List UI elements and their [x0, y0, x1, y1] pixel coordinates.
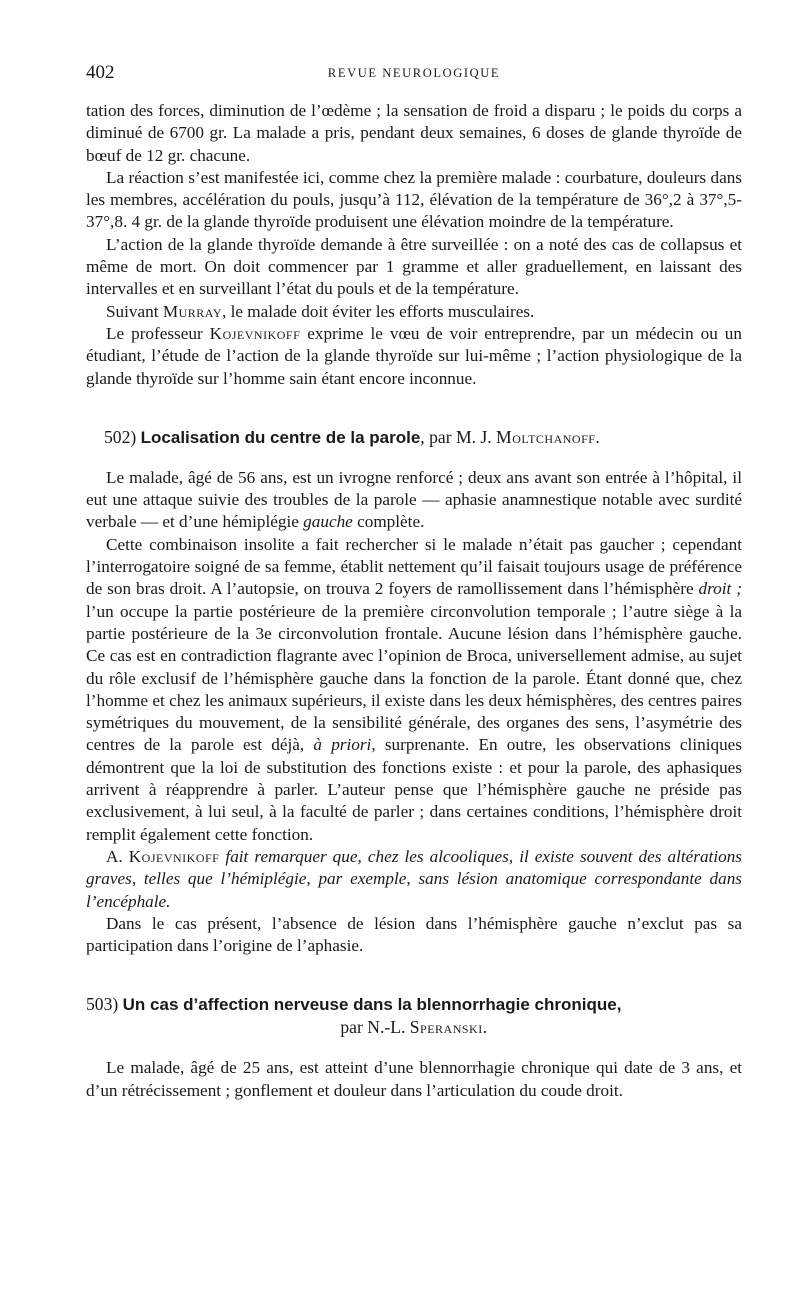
italic-text: à priori — [313, 735, 372, 755]
text-span: Cette combinaison insolite a fait rechercher si le malade n’était pas gaucher ; cependant l’interrogatoire soigné de sa femme, établit nettement qu’il faisait toujours usage de préférence de son bras droit. A l’autopsie, on trouva 2 foyers de ramollissement dans l’hémisphère — [86, 534, 742, 599]
text-span: , surprenante. En outre, les observations cliniques démontrent que la loi de substitution des fonctions existe : et pour la parole, des aphasiques arrivent à réapprendre à parler. L’auteur pense que l’hémisphère gauche ne préside pas exclusivement, à lui seul, à la faculté de parler ; dans certaines conditions, l’hémisphère droit remplit également cette fonction. — [86, 735, 742, 844]
text-span: Suivant — [106, 301, 163, 321]
entry-502-paragraph-2 — [86, 534, 742, 846]
text-span: , le malade doit éviter les efforts musculaires. — [222, 301, 535, 321]
entry-502-paragraph-3 — [86, 846, 742, 913]
text-span: A. — [106, 846, 129, 866]
journal-page — [86, 62, 742, 1102]
entry-502-paragraph-1 — [86, 467, 742, 534]
entry-502-heading — [86, 426, 742, 449]
intro-paragraph-4 — [86, 301, 742, 323]
page-number: 402 — [86, 62, 115, 83]
author-name: Kojevnikoff — [209, 323, 301, 343]
journal-title: REVUE NEUROLOGIQUE — [327, 66, 501, 80]
entry-number: 502) — [104, 426, 137, 447]
text-span: par N.-L. — [340, 1017, 410, 1038]
intro-paragraph-2: La réaction s’est manifestée ici, comme chez la première malade : courbature, douleurs dans les membres, accélération du pouls, jusqu’à 112, élévation de la température de 36°,2 à 37°,5-37°,8. 4 gr. de la glande thyroïde produisent une élévation moindre de la température. — [86, 167, 742, 232]
entry-503-heading — [86, 993, 742, 1039]
entry-title: Localisation du centre de la parole — [140, 427, 421, 447]
intro-paragraph-3: L’action de la glande thyroïde demande à être surveillée : on a noté des cas de collapsus et même de mort. On doit commencer par 1 gramme et aller graduellement, en laissant des intervalles et en surveillant l’état du pouls et de la température. — [86, 234, 742, 299]
byline: , par M. J. — [420, 426, 497, 447]
entry-title: Un cas d’affection nerveuse dans la blennorrhagie chronique, — [122, 995, 622, 1015]
entry-502-paragraph-4: Dans le cas présent, l’absence de lésion dans l’hémisphère gauche n’exclut pas sa participation dans l’origine de l’aphasie. — [86, 913, 742, 956]
entry-503-paragraph-1: Le malade, âgé de 25 ans, est atteint d’une blennorrhagie chronique qui date de 3 ans, et d’un rétrécissement ; gonflement et douleur dans l’articulation du coude droit. — [86, 1058, 742, 1100]
text-span: complète. — [352, 512, 425, 532]
text-span: exprime le vœu de voir entreprendre, par un médecin ou un étudiant, l’étude de l’action de la glande thyroïde sur lui-même ; l’action physiologique de la glande thyroïde sur l’homme sain étant encore inconnue. — [86, 323, 742, 388]
italic-text: droit ; — [698, 579, 742, 599]
intro-paragraph-5 — [86, 323, 742, 390]
author-name: Speranski. — [409, 1017, 488, 1038]
byline — [86, 1016, 742, 1039]
text-span: Le malade, âgé de 56 ans, est un ivrogne renforcé ; deux ans avant son entrée à l’hôpital, il eut une attaque suivie des troubles de la parole — aphasie anamnestique notable avec surdité verbale — et d’une hémiplégie — [86, 467, 742, 532]
italic-text: gauche — [303, 512, 353, 532]
text-span: l’un occupe la partie postérieure de la première circonvolution temporale ; l’autre siège à la partie postérieure de la 3e circonvolution frontale. Aucune lésion dans l’hémisphère gauche. Ce cas est en contradiction flagrante avec l’opinion de Broca, universellement admise, au sujet du rôle exclusif de l’hémisphère gauche dans la fonction de la parole. Étant donné que, chez l’homme et chez les animaux supérieurs, il existe dans les deux hémisphères, des centres paires symétriques du mouvement, de la sensibilité générale, des organes des sens, l’asymétrie des centres de la parole est déjà, — [86, 601, 742, 755]
author-name: Moltchanoff. — [496, 426, 601, 447]
italic-text: fait remarquer que, chez les alcooliques, il existe souvent des altérations graves, telles que l’hémiplégie, par exemple, sans lésion anatomique correspondante dans l’encéphale. — [86, 846, 742, 911]
author-name: Murray — [162, 301, 223, 321]
text-span: Le professeur — [106, 323, 210, 343]
author-name: Kojevnikoff — [128, 846, 220, 866]
intro-paragraph-1: tation des forces, diminution de l’œdème ; la sensation de froid a disparu ; le poids du corps a diminué de 6700 gr. La malade a pris, pendant deux semaines, 6 doses de glande thyroïde de bœuf de 12 gr. chacune. — [86, 101, 742, 165]
running-head — [86, 62, 742, 86]
entry-number: 503) — [86, 994, 119, 1015]
